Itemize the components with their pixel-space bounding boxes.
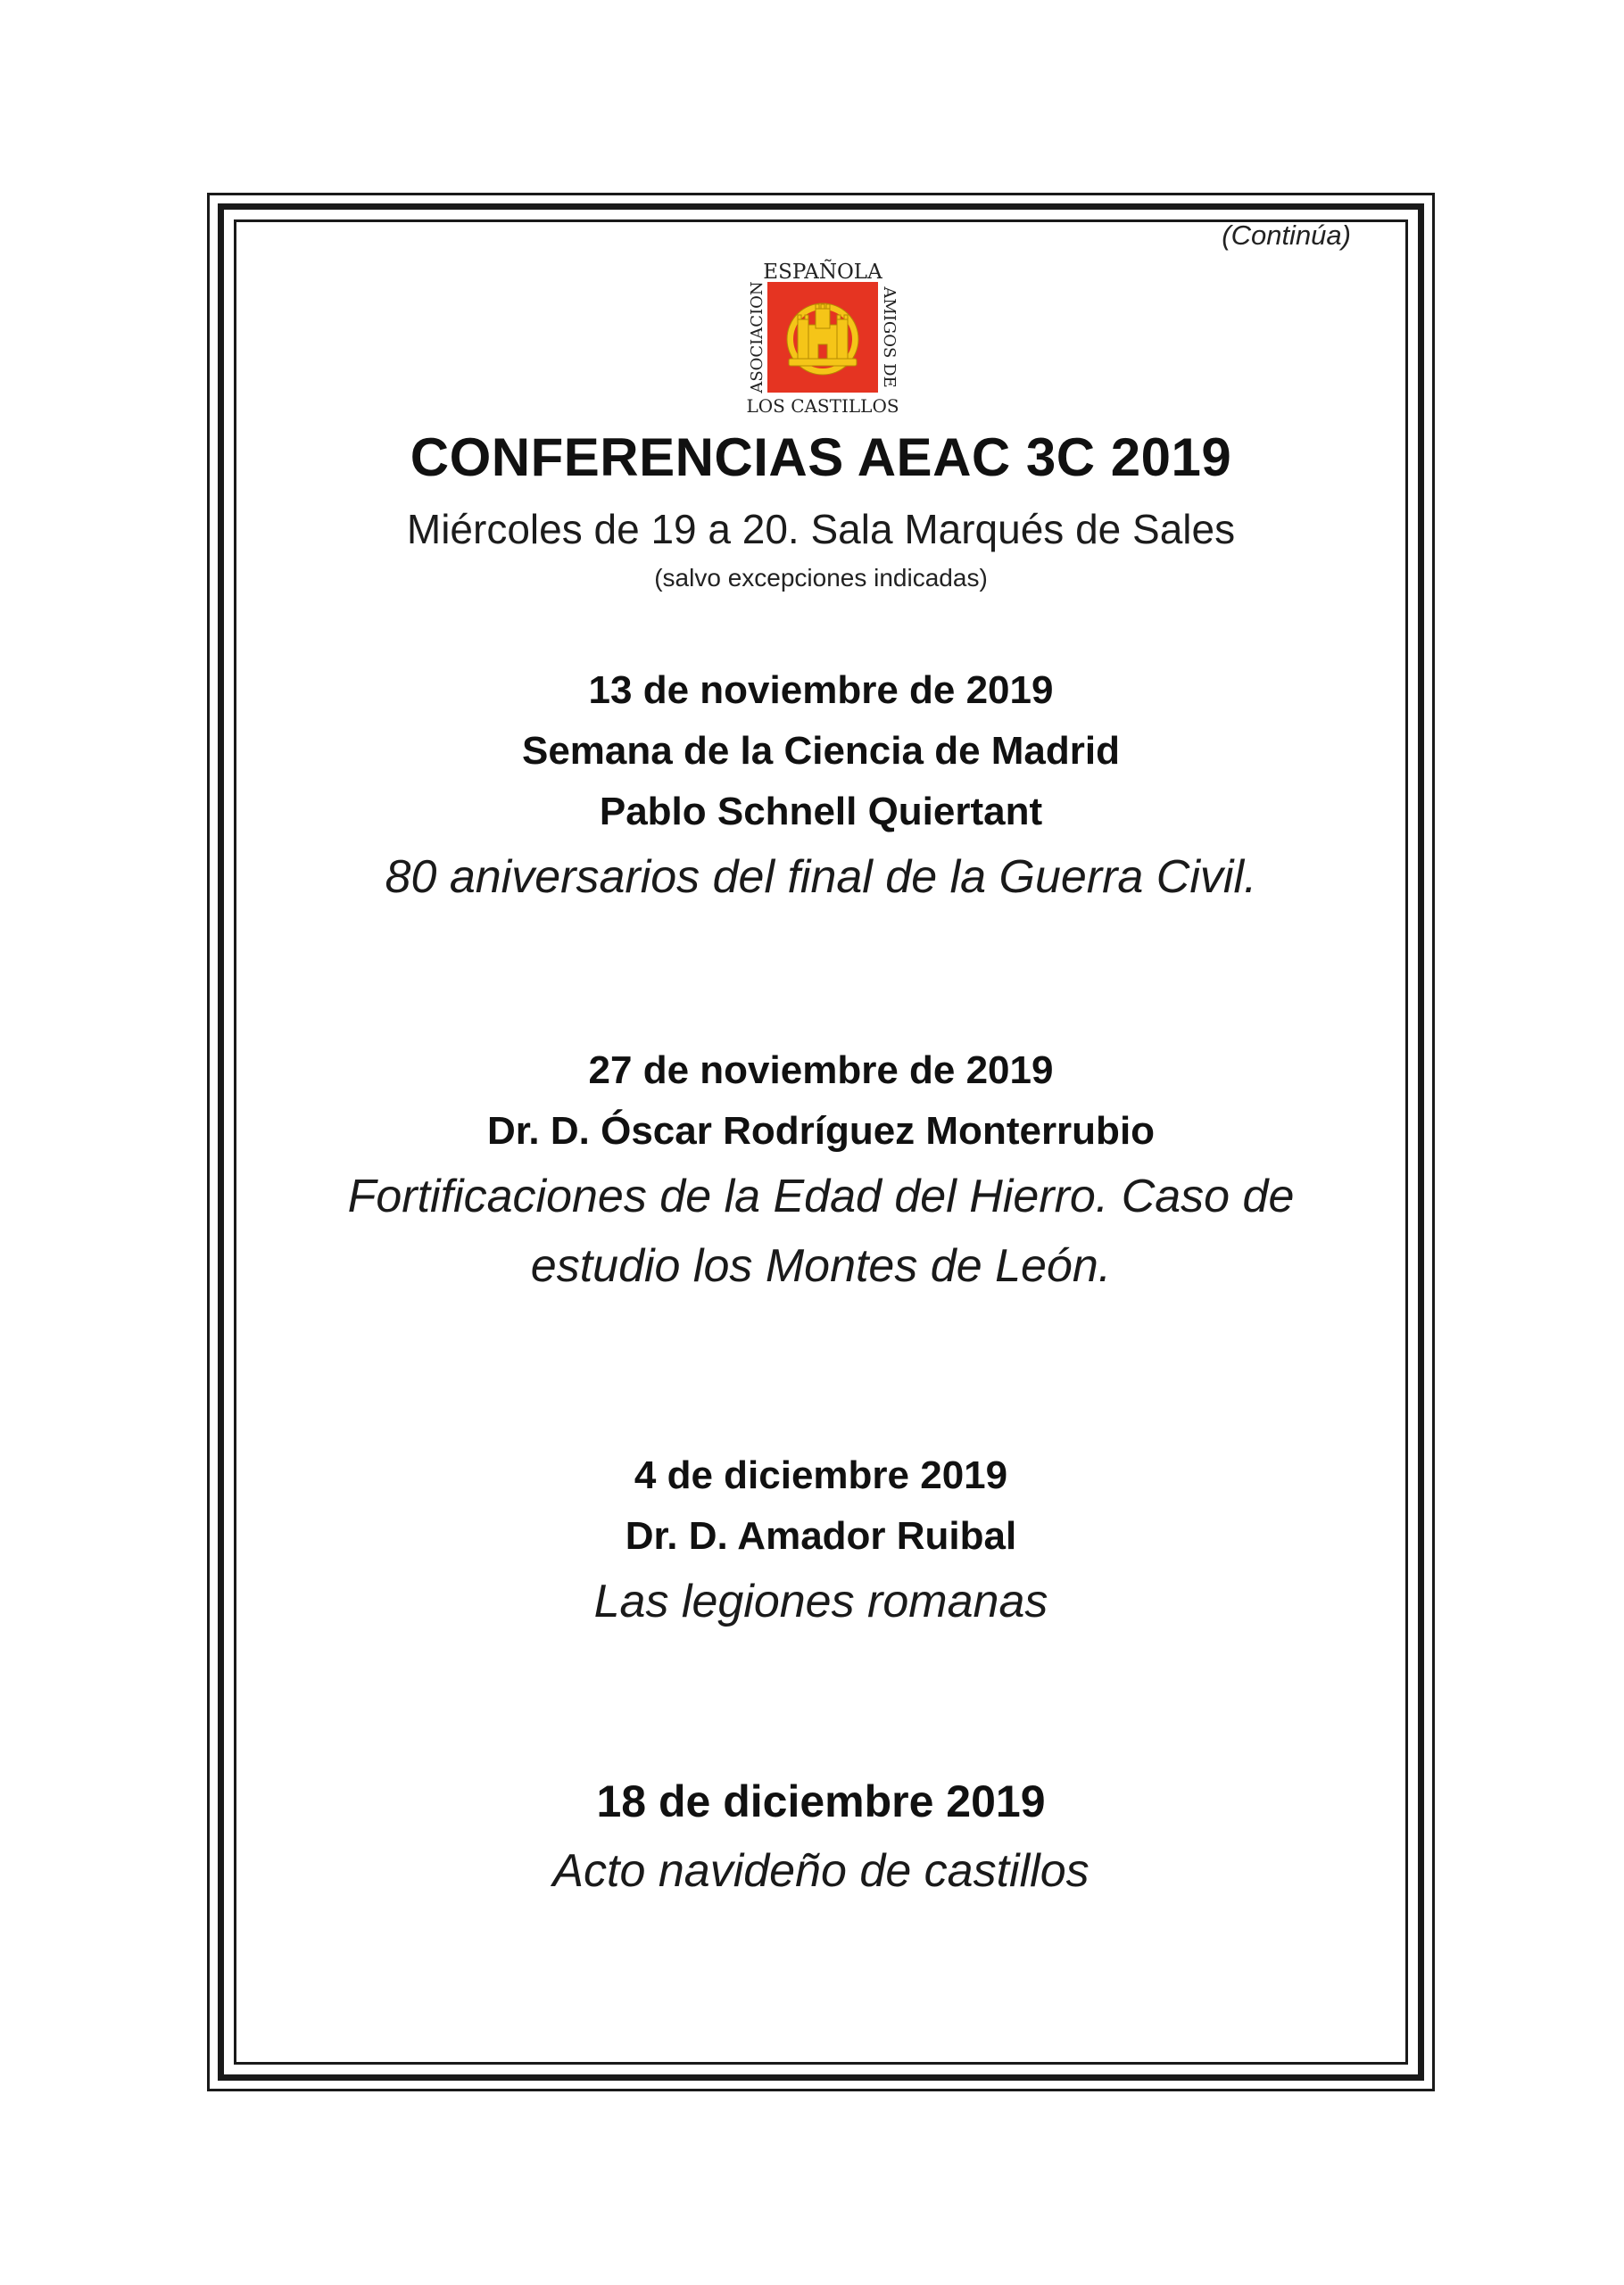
- continua-note: (Continúa): [1222, 219, 1351, 251]
- castle-emblem-icon: [744, 259, 901, 416]
- event-date: 27 de noviembre de 2019: [588, 1048, 1054, 1092]
- logo-text-left: ASOCIACION: [748, 281, 766, 393]
- event-topic: Acto navideño de castillos: [552, 1845, 1090, 1897]
- event-speaker: Dr. D. Óscar Rodríguez Monterrubio: [486, 1109, 1156, 1153]
- event-2: [234, 1040, 1408, 1301]
- event-date: 18 de diciembre 2019: [596, 1776, 1046, 1826]
- logo-text-right: AMIGOS DE: [880, 286, 899, 388]
- event-date: 13 de noviembre de 2019: [588, 668, 1054, 712]
- event-1: [234, 660, 1408, 912]
- logo-text-bottom: LOS CASTILLOS: [746, 395, 899, 416]
- event-topic: Las legiones romanas: [593, 1576, 1048, 1627]
- event-topic: 80 aniversarios del final de la Guerra Civil.: [385, 851, 1257, 903]
- event-3: [234, 1445, 1408, 1636]
- event-speaker: Dr. D. Amador Ruibal: [625, 1514, 1017, 1558]
- event-speaker: Pablo Schnell Quiertant: [599, 790, 1043, 833]
- exceptions-note: (salvo excepciones indicadas): [654, 564, 988, 592]
- event-name: Semana de la Ciencia de Madrid: [521, 729, 1120, 773]
- event-topic-line-1: Fortificaciones de la Edad del Hierro. Caso de: [347, 1171, 1295, 1222]
- event-topic-line-2: estudio los Montes de León.: [530, 1240, 1112, 1292]
- page-subtitle: Miércoles de 19 a 20. Sala Marqués de Sales: [406, 506, 1236, 552]
- event-date: 4 de diciembre 2019: [634, 1453, 1008, 1497]
- page-title: CONFERENCIAS AEAC 3C 2019: [410, 427, 1232, 487]
- logo-text-top: ESPAÑOLA: [763, 261, 882, 284]
- event-4: [234, 1767, 1408, 1906]
